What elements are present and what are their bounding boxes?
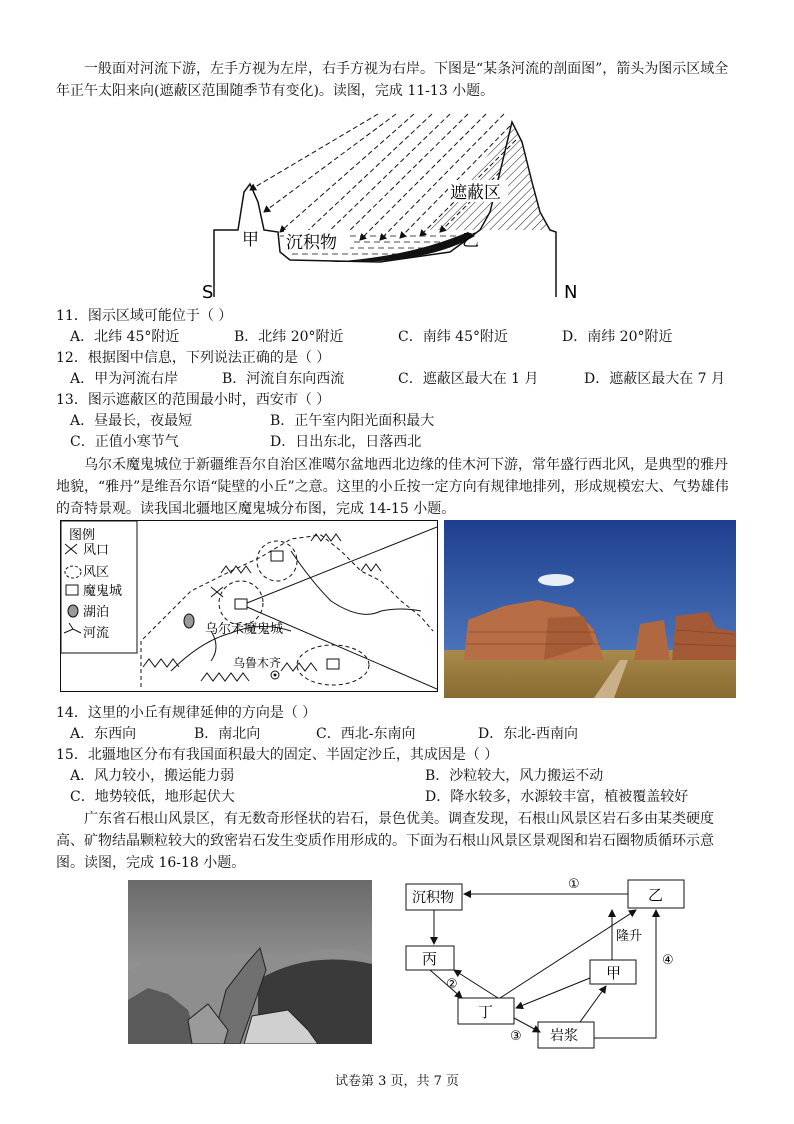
q11-option-b[interactable]: B．北纬 20°附近 <box>234 329 344 345</box>
cycle-label-magma: 岩浆 <box>550 1028 578 1044</box>
legend-item-lake: 湖泊 <box>83 605 110 620</box>
xinjiang-map <box>60 520 438 692</box>
ghost-city-marker-3 <box>327 659 339 669</box>
question-15-options-row1 <box>70 766 750 787</box>
cycle-label-3: ③ <box>510 1029 522 1044</box>
callout-line-bottom <box>247 607 437 689</box>
q11-option-a[interactable]: A．北纬 45°附近 <box>70 329 180 345</box>
cycle-label-jia: 甲 <box>606 964 622 982</box>
question-14-stem: 14．这里的小丘有规律延伸的方向是（ ） <box>56 705 317 721</box>
q14-option-c[interactable]: C．西北-东南向 <box>316 726 416 742</box>
question-13-options-row2 <box>70 432 670 453</box>
legend-item-ghost-city: 魔鬼城 <box>83 584 123 599</box>
callout-line-top <box>247 527 437 603</box>
rock-cycle-diagram <box>400 874 700 1052</box>
cycle-label-uplift: 隆升 <box>616 929 643 944</box>
intro-paragraph-3: 广东省石根山风景区，有无数奇形怪状的岩石，景色优美。调查发现，石根山风景区岩石多由某类硬度高、矿物结晶颗粒较大的致密岩石发生变质作用形成的。下面为石根山风景区景观图和岩石圈物质循环示意图。读图，完成 16-18 小题。 <box>56 811 714 871</box>
cycle-label-sediment: 沉积物 <box>412 890 454 906</box>
q12-option-a[interactable]: A．甲为河流右岸 <box>70 371 179 387</box>
question-13-options-row1 <box>70 411 670 432</box>
shadow-zone <box>430 124 550 230</box>
q11-option-d[interactable]: D．南纬 20°附近 <box>562 329 673 345</box>
q14-option-d[interactable]: D．东北-西南向 <box>478 726 578 742</box>
question-11-stem: 11．图示区域可能位于（ ） <box>56 308 233 324</box>
q13-option-a[interactable]: A．昼最长，夜最短 <box>70 413 193 429</box>
q12-option-c[interactable]: C．遮蔽区最大在 1 月 <box>398 371 539 387</box>
intro-paragraph-1: 一般面对河流下游，左手方视为左岸，右手方视为右岸。下图是“某条河流的剖面图”，箭头为图示区域全年正午太阳来向(遮蔽区范围随季节有变化)。读图，完成 11-13 小题。 <box>56 61 729 99</box>
q13-option-b[interactable]: B．正午室内阳光面积最大 <box>270 413 435 429</box>
ghost-city-marker-1 <box>271 551 283 561</box>
shigenshan-rock-photo <box>128 880 372 1044</box>
question-12-options <box>70 369 760 390</box>
q13-option-c[interactable]: C．正值小寒节气 <box>70 434 179 450</box>
question-12-stem: 12．根据图中信息，下列说法正确的是（ ） <box>56 350 331 366</box>
legend-lake-icon <box>68 605 78 617</box>
ghost-city-photo <box>444 520 736 698</box>
page-footer: 试卷第 3 页，共 7 页 <box>334 1074 460 1089</box>
cycle-label-2: ② <box>446 977 458 992</box>
label-yi: 乙 <box>462 231 479 251</box>
question-13-stem: 13．图示遮蔽区的范围最小时，西安市（ ） <box>56 392 331 408</box>
cycle-label-4: ④ <box>662 953 674 968</box>
question-15-stem: 15．北疆地区分布有我国面积最大的固定、半固定沙丘，其成因是（ ） <box>56 747 499 763</box>
q11-option-c[interactable]: C．南纬 45°附近 <box>398 329 508 345</box>
q12-option-d[interactable]: D．遮蔽区最大在 7 月 <box>584 371 726 387</box>
label-shadow-zone: 遮蔽区 <box>450 183 501 203</box>
q13-option-d[interactable]: D．日出东北，日落西北 <box>270 434 422 450</box>
q15-option-a[interactable]: A．风力较小，搬运能力弱 <box>70 768 235 784</box>
river-profile-diagram <box>200 112 580 302</box>
q14-option-b[interactable]: B．南北向 <box>194 726 261 742</box>
cycle-label-1: ① <box>568 877 580 892</box>
label-south: S <box>202 282 214 302</box>
cycle-label-ding: 丁 <box>478 1003 494 1021</box>
question-14-options <box>70 724 710 745</box>
ghost-city-marker-2 <box>235 599 247 609</box>
question-11-options <box>70 327 750 348</box>
cycle-label-yi: 乙 <box>648 886 664 904</box>
intro-paragraph-2: 乌尔禾魔鬼城位于新疆维吾尔自治区准噶尔盆地西北边缘的佳木河下游，常年盛行西北风，是典型的雅丹地貌，“雅丹”是维吾尔语“陡壁的小丘”之意。这里的小丘按一定方向有规律地排列，形成规模宏大、气势雄伟的奇特景观。读我国北疆地区魔鬼城分布图，完成 14-15 小题。 <box>56 457 729 517</box>
legend-item-wind-gap: 风口 <box>83 543 110 558</box>
map-label-wuerhe: 乌尔禾魔鬼城 <box>205 622 284 637</box>
cycle-label-bing: 丙 <box>422 950 438 968</box>
legend-title: 图例 <box>69 528 96 543</box>
q14-option-a[interactable]: A．东西向 <box>70 726 137 742</box>
label-jia: 甲 <box>242 230 259 250</box>
lake-marker <box>184 614 194 628</box>
map-label-urumqi: 乌鲁木齐 <box>233 656 282 670</box>
label-north: N <box>564 282 578 302</box>
legend-item-river: 河流 <box>83 626 110 641</box>
q15-option-d[interactable]: D．降水较多，水源较丰富，植被覆盖较好 <box>425 789 689 805</box>
q15-option-b[interactable]: B．沙粒较大，风力搬运不动 <box>425 768 604 784</box>
question-15-options-row2 <box>70 787 750 808</box>
q15-option-c[interactable]: C．地势较低，地形起伏大 <box>70 789 235 805</box>
q12-option-b[interactable]: B．河流自东向西流 <box>222 371 345 387</box>
legend-item-wind-zone: 风区 <box>83 565 110 580</box>
label-sediment: 沉积物 <box>286 233 337 253</box>
sediment-deposit <box>330 232 475 262</box>
